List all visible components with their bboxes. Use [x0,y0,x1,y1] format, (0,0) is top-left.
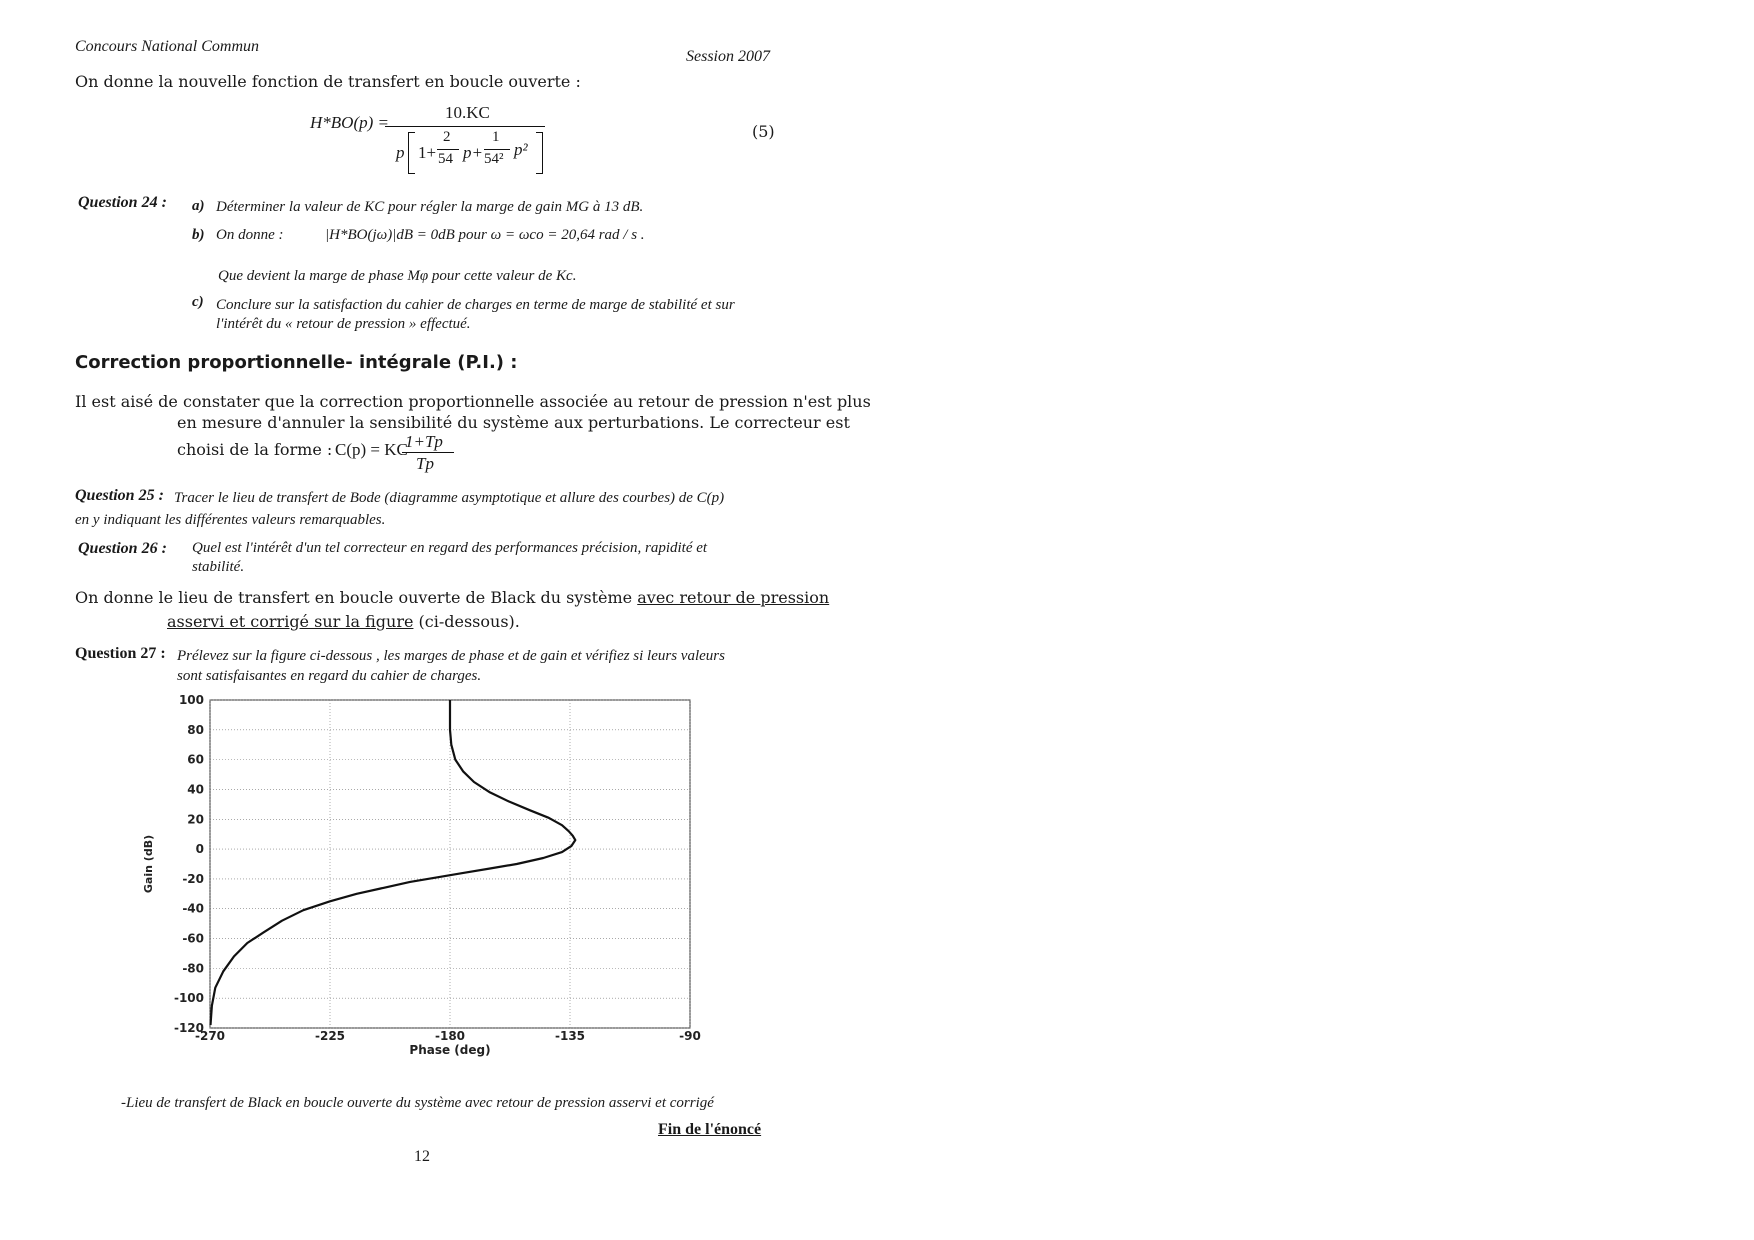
q25-label: Question 25 : [75,487,164,504]
eq5-label: (5) [752,122,775,141]
q24-b-tag: b) [192,227,205,243]
q24-b-pre: On donne : [216,227,284,243]
plot-frame [210,700,690,1028]
x-tick-label: -270 [194,1029,226,1043]
y-tick-label: 100 [178,693,204,707]
black-intro-underlined2: asservi et corrigé sur la figure [167,612,414,631]
q26-line2: stabilité. [192,559,245,575]
q27-line1: Prélevez sur la figure ci-dessous , les marges de phase et de gain et vérifiez si leurs valeurs [177,648,725,664]
q24-a-text: Déterminer la valeur de KC pour régler la marge de gain MG à 13 dB. [216,199,644,215]
y-tick-label: -120 [173,1021,204,1035]
y-tick-label: -100 [173,991,204,1006]
black-intro-line2 [167,612,520,631]
pi-corrector-lhs: C(p) = KC [335,440,408,459]
y-tick-label: -80 [182,961,204,976]
black-intro-text: On donne le lieu de transfert en boucle ouverte de Black du système [75,588,633,607]
q25-line2: en y indiquant les différentes valeurs remarquables. [75,512,386,528]
q27-label: Question 27 : [75,645,166,662]
black-intro-underlined1: avec retour de pression [637,588,830,607]
x-axis-label: Phase (deg) [409,1043,491,1057]
y-tick-label: 0 [195,842,204,857]
header-left: Concours National Commun [75,38,260,55]
q27-line2: sont satisfaisantes en regard du cahier de charges. [177,668,482,684]
y-tick-label: 20 [187,812,204,827]
q24-c-tag: c) [192,294,204,310]
q26-line1: Quel est l'intérêt d'un tel correcteur en regard des performances précision, rapidité et [192,540,708,556]
x-tick-label: -90 [679,1029,701,1043]
intro-text: On donne la nouvelle fonction de transfert en boucle ouverte : [75,72,581,91]
black-locus-chart [140,690,720,1100]
series-line [211,700,576,1025]
eq5-f2-num: 1 [492,129,500,145]
q24-a-tag: a) [192,198,205,214]
black-intro-line1 [75,588,829,607]
black-intro-post: (ci-dessous). [418,612,520,631]
q26-label: Question 26 : [78,540,167,557]
pi-corrector-den: Tp [416,454,434,473]
eq5-lhs: H*BO(p) = [310,113,389,132]
header-right: Session 2007 [686,48,770,65]
q24-b-formula: |H*BO(jω)|dB = 0dB pour ω = ωco = 20,64 rad / s . [325,227,645,243]
eq5-p-squared: p² [514,140,528,159]
pi-line2: en mesure d'annuler la sensibilité du système aux perturbations. Le correcteur est [177,413,850,432]
x-tick-label: -225 [314,1029,346,1043]
pi-corrector-num: 1+Tp [405,432,443,451]
eq5-f1-den: 54 [438,151,453,167]
y-tick-label: -60 [182,931,204,946]
y-tick-label: 60 [187,752,204,767]
y-tick-label: -40 [182,901,204,916]
eq5-one-plus: 1+ [418,143,437,162]
page-number: 12 [414,1148,430,1165]
q24-c-line2: l'intérêt du « retour de pression » effectué. [216,316,471,332]
figure-caption: -Lieu de transfert de Black en boucle ouverte du système avec retour de pression asservi et corrigé [121,1095,714,1111]
eq5-p-plus: p+ [463,143,483,162]
y-tick-label: -20 [182,871,204,886]
x-tick-label: -135 [554,1029,586,1043]
eq5-lead-p: p [396,143,405,162]
q25-line1: Tracer le lieu de transfert de Bode (diagramme asymptotique et allure des courbes) de C(p) [174,490,725,506]
pi-line1: Il est aisé de constater que la correction proportionnelle associée au retour de pression n'est plus [75,392,871,411]
y-tick-label: 80 [187,722,204,737]
eq5-numerator: 10.KC [445,103,490,122]
y-axis-label: Gain (dB) [142,834,155,894]
pi-section-title: Correction proportionnelle- intégrale (P.I.) : [75,352,518,373]
x-tick-label: -180 [434,1029,466,1043]
pi-line3: choisi de la forme : [177,440,333,459]
eq5-f2-den: 54² [484,151,504,167]
eq5-f1-num: 2 [443,129,451,145]
q24-c-line1: Conclure sur la satisfaction du cahier de charges en terme de marge de stabilité et sur [216,297,735,313]
q24-b-phase-margin: Que devient la marge de phase Mφ pour cette valeur de Kc. [218,268,577,284]
y-tick-label: 40 [187,782,204,797]
end-of-statement: Fin de l'énoncé [658,1121,762,1138]
q24-label: Question 24 : [78,194,167,211]
